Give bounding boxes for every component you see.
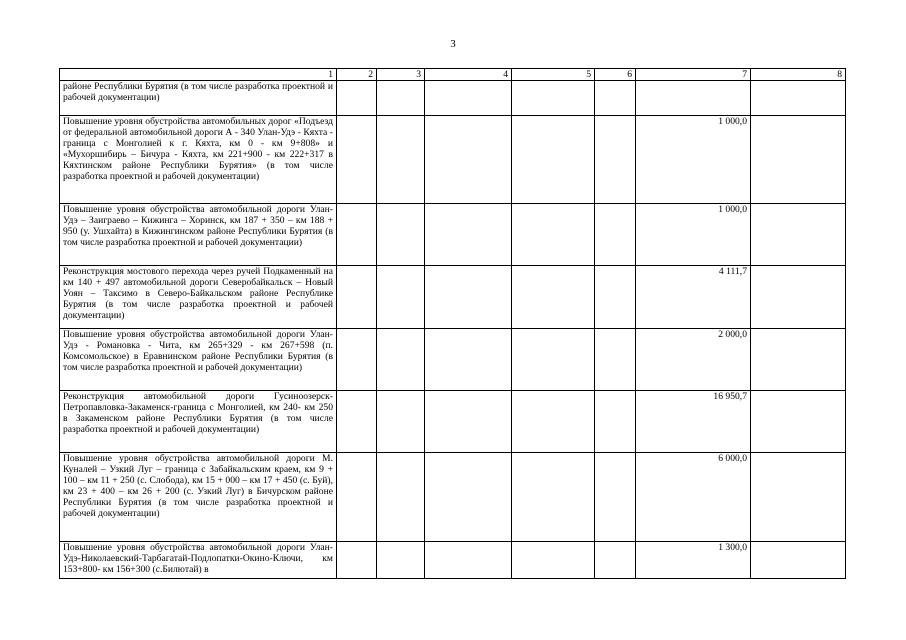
table-cell: [751, 329, 846, 391]
table-cell: [751, 542, 846, 579]
row-description: Реконструкция автомобильной дороги Гусиноозерск-Петропавловка-Закаменск-граница с Монголией, км 240- км 250 в Закаменском районе Республики Бурятия (в том числе разработка проектной и рабочей документации): [60, 391, 337, 453]
column-header: 1: [60, 69, 337, 81]
data-table: [59, 68, 846, 579]
column-header: 8: [751, 69, 846, 81]
table-cell: [512, 391, 595, 453]
table-cell: [425, 266, 512, 329]
table-cell: [337, 542, 377, 579]
table-cell: [595, 266, 636, 329]
column-header: 5: [512, 69, 595, 81]
row-description: Реконструкция мостового перехода через ручей Подкаменный на км 140 + 497 автомобильной дороги Северобайкальск – Новый Уоян – Таксимо в Северо-Байкальском районе Республике Бурятия (в том числе разработка проектной и рабочей документации): [60, 266, 337, 329]
row-description: Повышение уровня обустройства автомобильной дороги Улан-Удэ – Заиграево – Кижинга – Хоринск, км 187 + 350 – км 188 + 950 (у. Ушхайта) в Кижингинском районе Республики Бурятия (в том числе разработка проектной и рабочей документации): [60, 204, 337, 266]
table-cell: [595, 542, 636, 579]
page-number: 3: [450, 38, 456, 50]
table-cell: [512, 116, 595, 204]
column-header: 7: [636, 69, 751, 81]
row-description: Повышение уровня обустройства автомобильной дороги Улан-Удэ-Николаевский-Тарбагатай-Подлопатки-Окино-Ключи, км 153+800- км 156+300 (с.Билютай) в: [60, 542, 337, 579]
table-cell: [425, 204, 512, 266]
table-row: [60, 116, 846, 204]
table-cell: [337, 391, 377, 453]
table-row: [60, 329, 846, 391]
table-cell: [425, 542, 512, 579]
table-cell: [751, 453, 846, 542]
table-row: [60, 266, 846, 329]
table-cell: [377, 453, 425, 542]
table-row: [60, 81, 846, 116]
row-amount: 1 000,0: [636, 204, 751, 266]
table-cell: [751, 204, 846, 266]
table-cell: [425, 329, 512, 391]
table-cell: [751, 81, 846, 116]
table-header-row: [60, 69, 846, 81]
table-cell: [512, 542, 595, 579]
table-cell: [595, 453, 636, 542]
table-cell: [751, 116, 846, 204]
row-amount: [636, 81, 751, 116]
row-amount: 1 000,0: [636, 116, 751, 204]
table-cell: [595, 204, 636, 266]
table-cell: [512, 453, 595, 542]
table-cell: [377, 391, 425, 453]
table-cell: [425, 81, 512, 116]
table-cell: [595, 391, 636, 453]
table-cell: [595, 116, 636, 204]
table-cell: [377, 329, 425, 391]
table-row: [60, 453, 846, 542]
table-cell: [512, 81, 595, 116]
table-cell: [425, 116, 512, 204]
row-description: Повышение уровня обустройства автомобильной дороги Улан-Удэ - Романовка - Чита, км 265+329 - км 267+598 (п. Комсомольское) в Еравнинском районе Республики Бурятия (в том числе разработка проектной и рабочей документации): [60, 329, 337, 391]
table-cell: [377, 266, 425, 329]
table-cell: [595, 329, 636, 391]
table-cell: [337, 116, 377, 204]
table-cell: [595, 81, 636, 116]
table-cell: [337, 266, 377, 329]
table-cell: [377, 116, 425, 204]
table-cell: [377, 204, 425, 266]
row-description: районе Республики Бурятия (в том числе разработка проектной и рабочей документации): [60, 81, 337, 116]
row-amount: 4 111,7: [636, 266, 751, 329]
table-row: [60, 204, 846, 266]
table-cell: [751, 391, 846, 453]
table-cell: [512, 204, 595, 266]
row-amount: 2 000,0: [636, 329, 751, 391]
row-description: Повышение уровня обустройства автомобильной дороги М. Куналей – Узкий Луг – граница с Забайкальским краем, км 9 + 100 – км 11 + 250 (с. Слобода), км 15 + 000 – км 17 + 450 (с. Буй), км 23 + 400 – км 26 + 200 (с. Узкий Луг) в Бичурском районе Республики Бурятия (в том числе разработка проектной и рабочей документации): [60, 453, 337, 542]
table-row: [60, 391, 846, 453]
table-cell: [337, 453, 377, 542]
table-cell: [337, 81, 377, 116]
table-cell: [425, 453, 512, 542]
table-row: [60, 542, 846, 579]
row-amount: 6 000,0: [636, 453, 751, 542]
table-cell: [377, 81, 425, 116]
table-cell: [512, 329, 595, 391]
table-cell: [512, 266, 595, 329]
column-header: 4: [425, 69, 512, 81]
row-amount: 16 950,7: [636, 391, 751, 453]
table-cell: [337, 329, 377, 391]
column-header: 6: [595, 69, 636, 81]
table-cell: [337, 204, 377, 266]
table-cell: [751, 266, 846, 329]
row-amount: 1 300,0: [636, 542, 751, 579]
column-header: 2: [337, 69, 377, 81]
row-description: Повышение уровня обустройства автомобильных дорог «Подъезд от федеральной автомобильной дороги А - 340 Улан-Удэ - Кяхта - граница с Монголией к г. Кяхта, км 0 - км 9+808» и «Мухоршибирь – Бичура - Кяхта, км 221+900 - км 222+317 в Кяхтинском районе Республики Бурятия» (в том числе разработка проектной и рабочей документации): [60, 116, 337, 204]
table-cell: [425, 391, 512, 453]
table-cell: [377, 542, 425, 579]
column-header: 3: [377, 69, 425, 81]
